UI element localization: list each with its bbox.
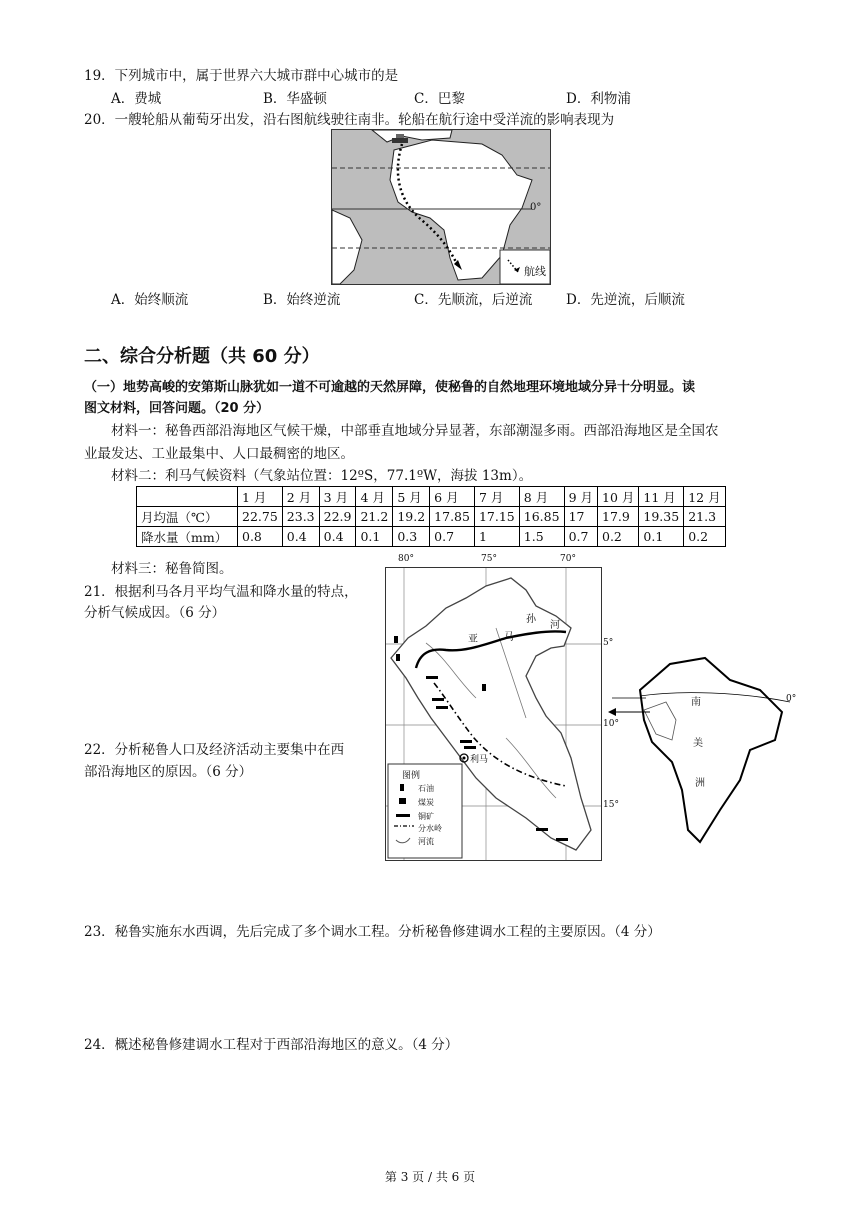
south-america-outline — [640, 658, 782, 842]
precip-cell: 1 — [474, 527, 519, 547]
lat-label-10: 10° — [603, 719, 619, 729]
temp-cell: 21.3 — [684, 507, 725, 527]
river-char-4: 河 — [550, 620, 560, 631]
month-cell: 5 月 — [393, 487, 430, 507]
q20-option-a: A．始终顺流 — [111, 292, 189, 308]
q22-line1: 22．分析秘鲁人口及经济活动主要集中在西 — [84, 742, 345, 758]
river-char-3: 孙 — [526, 614, 536, 625]
temp-cell: 19.2 — [393, 507, 430, 527]
lat-label-15: 15° — [603, 800, 619, 810]
q21-line1: 21．根据利马各月平均气温和降水量的特点， — [84, 584, 358, 600]
q20-option-d: D．先逆流，后顺流 — [566, 292, 685, 308]
month-cell: 7 月 — [474, 487, 519, 507]
south-america-inset — [600, 650, 810, 850]
precip-cell: 0.4 — [282, 527, 319, 547]
section-heading: 二、综合分析题（共 60 分） — [84, 346, 320, 367]
sa-equator-label: 0° — [786, 694, 797, 704]
sa-char-1: 南 — [691, 697, 701, 708]
month-cell: 2 月 — [282, 487, 319, 507]
q19-option-a: A．费城 — [111, 91, 162, 107]
q20-option-b: B．始终逆流 — [263, 292, 341, 308]
peru-map — [385, 554, 619, 861]
sa-char-3: 洲 — [695, 778, 705, 789]
month-cell: 1 月 — [238, 487, 283, 507]
table-row — [137, 527, 726, 547]
legend-item: 分水岭 — [418, 824, 442, 833]
africa-route-map — [331, 129, 551, 285]
row-label: 降水量（mm） — [137, 527, 238, 547]
lon-label-75: 75° — [481, 554, 497, 564]
part1-intro-line1: （一）地势高峻的安第斯山脉犹如一道不可逾越的天然屏障，使秘鲁的自然地理环境地域分异十分明显。读 — [84, 380, 696, 395]
q19-option-b: B．华盛顿 — [263, 91, 327, 107]
material1-line2: 业最发达、工业最集中、人口最稠密的地区。 — [84, 446, 354, 462]
q21-line2: 分析气候成因。（6 分） — [84, 605, 226, 621]
equator-label: 0° — [530, 202, 542, 213]
month-cell: 8 月 — [519, 487, 564, 507]
precip-cell: 0.7 — [430, 527, 475, 547]
q23: 23．秘鲁实施东水西调，先后完成了多个调水工程。分析秘鲁修建调水工程的主要原因。（4 分） — [84, 924, 661, 940]
precip-cell: 0.3 — [393, 527, 430, 547]
temp-cell: 17.85 — [430, 507, 475, 527]
q19-option-d: D．利物浦 — [566, 91, 631, 107]
lima-label: 利马 — [470, 755, 489, 765]
month-cell: 3 月 — [319, 487, 356, 507]
temp-cell: 22.75 — [238, 507, 283, 527]
temp-cell: 17 — [564, 507, 597, 527]
route-legend-label: 航线 — [524, 265, 546, 278]
precip-cell: 0.7 — [564, 527, 597, 547]
month-cell: 6 月 — [430, 487, 475, 507]
page-footer: 第 3 页 / 共 6 页 — [384, 1170, 476, 1184]
precip-cell: 1.5 — [519, 527, 564, 547]
legend-item: 石油 — [418, 784, 434, 793]
lon-label-70: 70° — [560, 554, 576, 564]
q22-line2: 部沿海地区的原因。（6 分） — [84, 764, 253, 780]
temp-cell: 16.85 — [519, 507, 564, 527]
part1-intro-line2: 图文材料，回答问题。（20 分） — [84, 401, 270, 416]
precip-cell: 0.1 — [356, 527, 393, 547]
q20-option-c: C．先顺流，后逆流 — [414, 292, 533, 308]
month-cell: 12 月 — [684, 487, 725, 507]
river-char-2: 马 — [504, 632, 514, 643]
month-cell: 9 月 — [564, 487, 597, 507]
temp-cell: 17.15 — [474, 507, 519, 527]
precip-cell: 0.1 — [639, 527, 684, 547]
row-label: 月均温（℃） — [137, 507, 238, 527]
sa-char-2: 美 — [693, 738, 703, 749]
month-cell: 11 月 — [639, 487, 684, 507]
precip-cell: 0.2 — [598, 527, 639, 547]
temp-cell: 17.9 — [598, 507, 639, 527]
river-char-1: 亚 — [468, 634, 478, 645]
climate-table — [136, 486, 726, 547]
precip-cell: 0.2 — [684, 527, 725, 547]
temp-cell: 21.2 — [356, 507, 393, 527]
q24: 24．概述秘鲁修建调水工程对于西部沿海地区的意义。（4 分） — [84, 1037, 459, 1053]
lat-label-5: 5° — [603, 638, 614, 648]
precip-cell: 0.8 — [238, 527, 283, 547]
precip-cell: 0.4 — [319, 527, 356, 547]
material3: 材料三：秘鲁简图。 — [111, 561, 233, 577]
legend-item: 河流 — [418, 837, 434, 846]
temp-cell: 19.35 — [639, 507, 684, 527]
legend-item: 煤炭 — [418, 798, 434, 807]
material1-line1: 材料一：秘鲁西部沿海地区气候干燥，中部垂直地域分异显著，东部潮湿多雨。西部沿海地区是全国农 — [111, 423, 719, 439]
month-cell: 10 月 — [598, 487, 639, 507]
material2: 材料二：利马气候资料（气象站位置：12ºS，77.1ºW，海拔 13m）。 — [111, 468, 533, 484]
month-cell: 4 月 — [356, 487, 393, 507]
lon-label-80: 80° — [398, 554, 414, 564]
temp-cell: 22.9 — [319, 507, 356, 527]
legend-item: 铜矿 — [418, 812, 434, 821]
q19-stem: 19．下列城市中，属于世界六大城市群中心城市的是 — [84, 68, 399, 84]
legend-title: 图例 — [402, 771, 421, 781]
table-row — [137, 507, 726, 527]
temp-cell: 23.3 — [282, 507, 319, 527]
q20-stem: 20．一艘轮船从葡萄牙出发，沿右图航线驶往南非。轮船在航行途中受洋流的影响表现为 — [84, 112, 615, 128]
q19-option-c: C．巴黎 — [414, 91, 465, 107]
table-row — [137, 487, 726, 507]
